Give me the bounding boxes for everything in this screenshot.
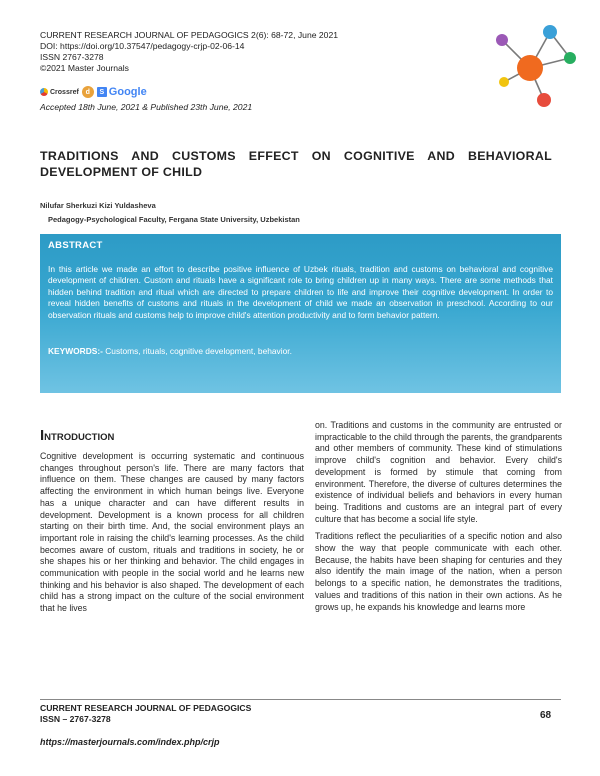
abstract-heading: ABSTRACT bbox=[48, 240, 103, 251]
page-number: 68 bbox=[540, 710, 552, 721]
keywords bbox=[48, 346, 553, 356]
atom-blue bbox=[543, 25, 557, 39]
atom-center bbox=[517, 55, 543, 81]
crossref-icon bbox=[40, 88, 48, 96]
footer-journal-title: CURRENT RESEARCH JOURNAL OF PEDAGOGICS bbox=[40, 703, 252, 713]
journal-header bbox=[40, 30, 338, 74]
author-affiliation: Pedagogy-Psychological Faculty, Fergana State University, Uzbekistan bbox=[48, 215, 300, 224]
accepted-published-dates: Accepted 18th June, 2021 & Published 23th June, 2021 bbox=[40, 102, 253, 112]
atom-purple bbox=[496, 34, 508, 46]
introduction-heading bbox=[40, 427, 114, 444]
paragraph: on. Traditions and customs in the community are entrusted or impracticable to the child through the parents, the grandparents and other members of community. These kind of stimulations improve child's cognition and behavior. Every child's development is formed by stimule that coming from environment. Therefore, the diverse of cultures determines the existence of individual beliefs and behaviors in every human being. Traditions and customs are an integral part of every culture that has become a social life style. bbox=[315, 420, 562, 524]
google-wordmark: Google bbox=[108, 86, 147, 98]
journal-citation: CURRENT RESEARCH JOURNAL OF PEDAGOGICS 2(6): 68-72, June 2021 bbox=[40, 30, 339, 40]
atom-red bbox=[537, 93, 551, 107]
journal-url[interactable]: https://masterjournals.com/index.php/crjp bbox=[40, 737, 220, 747]
paragraph: Traditions reflect the peculiarities of a specific notion and also show the way that people communicate with each other. Because, the habits have been shaping for centuries and they also identify the main image of the nation, when a person belongs to a specific nation, he demonstrates the traditions, values and traditions of this nation in their own actions. As he grows up, he expands his knowledge and learns more bbox=[315, 531, 562, 612]
keywords-label: KEYWORDS:- bbox=[48, 346, 103, 357]
left-column bbox=[40, 451, 304, 621]
article-title: TRADITIONS AND CUSTOMS EFFECT ON COGNITIVE AND BEHAVIORAL DEVELOPMENT OF CHILD bbox=[40, 149, 552, 179]
issn-line: ISSN 2767-3278 bbox=[40, 52, 104, 62]
footer-journal bbox=[40, 703, 251, 725]
crossref-badge[interactable]: Crossref bbox=[40, 88, 79, 96]
indexing-badges bbox=[40, 85, 147, 99]
keywords-list: Customs, rituals, cognitive development, behavior. bbox=[105, 346, 292, 357]
atom-yellow bbox=[499, 77, 509, 87]
doi-line[interactable]: DOI: https://doi.org/10.37547/pedagogy-crjp-02-06-14 bbox=[40, 41, 245, 51]
molecule-logo bbox=[482, 18, 586, 118]
abstract-box bbox=[40, 234, 561, 393]
google-scholar-badge[interactable] bbox=[97, 86, 147, 98]
right-column bbox=[315, 420, 562, 619]
copyright-line: ©2021 Master Journals bbox=[40, 63, 129, 73]
sherpa-badge[interactable]: d bbox=[82, 86, 94, 98]
intro-heading-rest: NTRODUCTION bbox=[44, 432, 115, 443]
scholar-icon: S bbox=[97, 87, 107, 97]
paragraph: Cognitive development is occurring systematic and continuous changes throughout person's life. There are many factors that influence on them. These changes are caused by many factors affecting the environment in which human beings live. Everyone has a unique character and can have different results in development. Development is a known process for all children starting on their birth time. And, the social environment plays an important role in raising the child's learning processes. As the child becomes aware of custom, rituals and traditions in society, he or she shapes his or her thinking and behavior. The child engages in communication with people in the social world and he learns new thinking and his behavior is also shaped. The development of each child has a strong impact on the culture of the social environment that he lives bbox=[40, 451, 304, 614]
atom-green bbox=[564, 52, 576, 64]
footer-issn: ISSN – 2767-3278 bbox=[40, 714, 111, 724]
footer-divider bbox=[40, 699, 561, 700]
intro-initial: I bbox=[40, 427, 45, 444]
abstract-text: In this article we made an effort to describe positive influence of Uzbek rituals, tradition and customs on behavioral and cognitive development of children. Custom and rituals have a significant role to bring children up in many ways. There are some methods that hidden behind tradition and ritual which are directed to prepare children to life and improve their cognitive development. In order to reveal hidden benefits of customs and rituals in the development of child we made an observation in preschool. According to our observation rituals and customs help to improve child's attention productivity and to form behavior pattern. bbox=[48, 264, 553, 320]
author-name: Nilufar Sherkuzi Kizi Yuldasheva bbox=[40, 201, 156, 210]
